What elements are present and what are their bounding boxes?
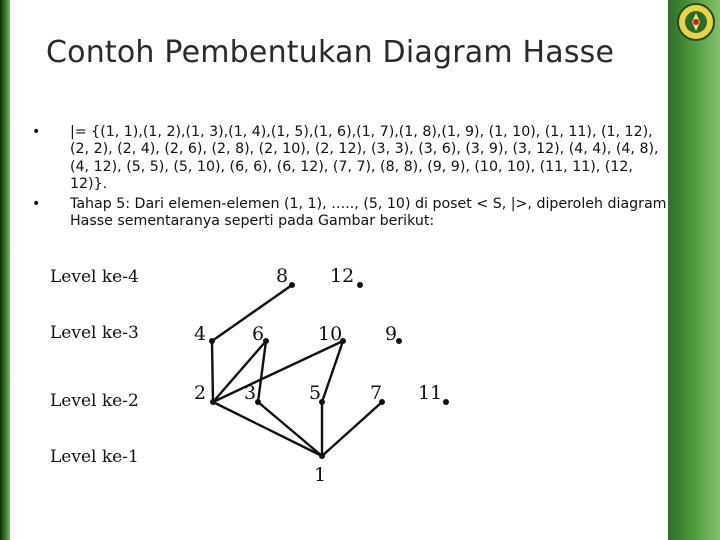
node-label-12: 12 bbox=[330, 265, 355, 287]
relation-text: |= {(1, 1),(1, 2),(1, 3),(1, 4),(1, 5),(1, 6),(1, 7),(1, 8),(1, 9), (1, 10), (1, 11), (1, 12), (2, 2), (2, 4), (2, 6), (2, 8), (2, 10), (2, 12), (3, 3), (3, 6), (3, 9), (3, 12), (4, 4), (4, 8), (4, 12), (5, 5), (5, 10), (6, 6), (6, 12), (7, 7), (8, 8), (9, 9), (10, 10), (11, 11), (12, 12)}. bbox=[70, 124, 659, 193]
node-dot-4 bbox=[209, 338, 215, 344]
node-label-5: 5 bbox=[309, 382, 322, 404]
node-label-6: 6 bbox=[252, 323, 265, 345]
level-label-2: Level ke-2 bbox=[50, 391, 139, 411]
node-label-1: 1 bbox=[314, 464, 327, 486]
node-dot-2 bbox=[210, 399, 216, 405]
node-label-11: 11 bbox=[418, 382, 443, 404]
bullet-marker: • bbox=[32, 195, 41, 212]
node-dot-1 bbox=[319, 453, 325, 459]
node-label-10: 10 bbox=[318, 323, 343, 345]
node-label-4: 4 bbox=[194, 323, 207, 345]
level-label-1: Level ke-1 bbox=[50, 447, 139, 467]
node-dot-8 bbox=[289, 282, 295, 288]
node-dot-11 bbox=[443, 399, 449, 405]
edge-2-4 bbox=[212, 341, 213, 402]
node-dot-12 bbox=[357, 282, 363, 288]
node-label-8: 8 bbox=[276, 265, 289, 287]
node-label-9: 9 bbox=[385, 323, 398, 345]
node-label-3: 3 bbox=[244, 382, 257, 404]
node-label-2: 2 bbox=[194, 382, 207, 404]
level-label-4: Level ke-4 bbox=[50, 267, 139, 287]
node-label-7: 7 bbox=[370, 382, 383, 404]
level-label-3: Level ke-3 bbox=[50, 323, 139, 343]
step5-text: Tahap 5: Dari elemen-elemen (1, 1), ….., (5, 10) di poset < S, |>, diperoleh diagram Hasse sementaranya seperti pada Gambar berikut: bbox=[70, 195, 667, 230]
bullet-marker: • bbox=[32, 124, 41, 140]
edge-2-10 bbox=[213, 341, 343, 402]
slide-title: Contoh Pembentukan Diagram Hasse bbox=[46, 35, 615, 70]
edge-1-7 bbox=[322, 402, 382, 456]
